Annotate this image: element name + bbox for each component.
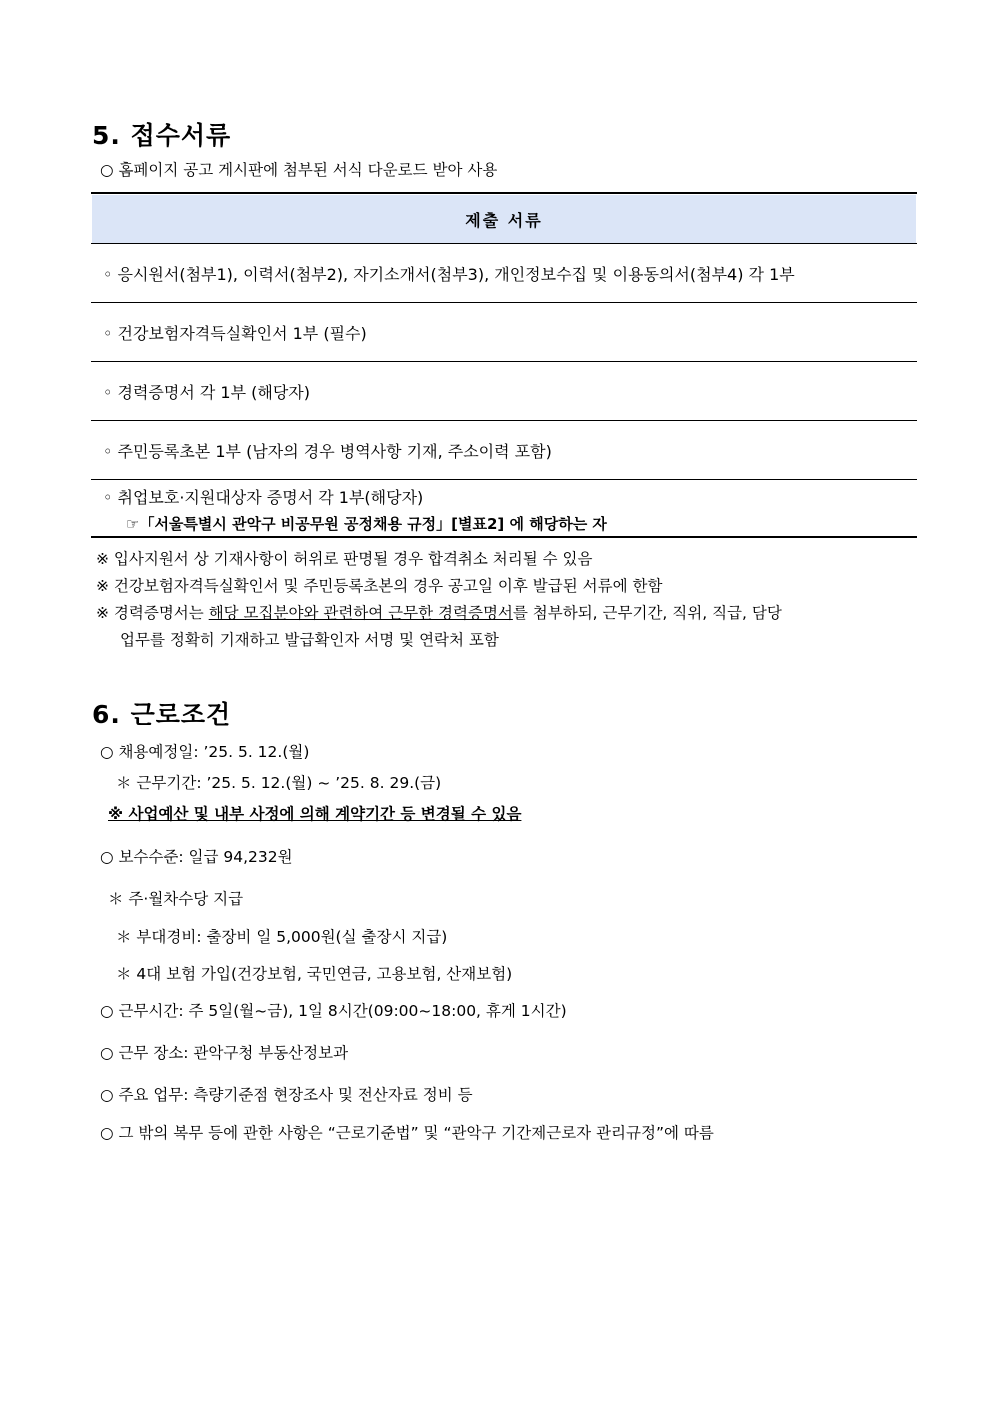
table-divider [91,361,917,362]
table-header: 제출 서류 [92,195,916,243]
table-bottom-rule [91,536,917,538]
table-row: ◦ 응시원서(첨부1), 이력서(첨부2), 자기소개서(첨부3), 개인정보수집 및 이용동의서(첨부4) 각 1부 [103,265,795,284]
table-row: ◦ 경력증명서 각 1부 (해당자) [103,383,311,402]
table-divider [91,243,917,244]
table-row: ◦ 주민등록초본 1부 (남자의 경우 병역사항 기재, 주소이력 포함) [103,442,552,461]
condition-subitem: ＊ 근무기간: ’25. 5. 12.(월) ~ ’25. 8. 29.(금) [116,774,442,792]
section6-title: 6. 근로조건 [92,700,232,729]
condition-warning: ※ 사업예산 및 내부 사정에 의해 계약기간 등 변경될 수 있음 [108,805,522,823]
note-text: 를 첨부하되, 근무기간, 직위, 직급, 담당 [512,604,782,622]
table-top-rule [91,192,917,194]
table-row: ◦ 취업보호·지원대상자 증명서 각 1부(해당자) [103,488,424,507]
note-item [96,601,782,623]
note-item: ※ 입사지원서 상 기재사항이 허위로 판명될 경우 합격취소 처리될 수 있음 [96,550,593,568]
condition-item: ○ 보수수준: 일급 94,232원 [100,848,293,866]
table-divider [91,479,917,480]
condition-item: ○ 그 밖의 복무 등에 관한 사항은 “근로기준법” 및 “관악구 기간제근로자 관리규정”에 따름 [100,1124,714,1142]
section5-intro: ○ 홈페이지 공고 게시판에 첨부된 서식 다운로드 받아 사용 [100,161,498,179]
section5-title: 5. 접수서류 [92,121,232,150]
condition-subitem: ＊ 부대경비: 출장비 일 5,000원(실 출장시 지급) [116,928,448,946]
condition-item: ○ 근무 장소: 관악구청 부동산정보과 [100,1044,349,1062]
table-row-subnote: ☞「서울특별시 관악구 비공무원 공정채용 규정」[별표2] 에 해당하는 자 [126,515,607,533]
condition-item: ○ 근무시간: 주 5일(월~금), 1일 8시간(09:00~18:00, 휴게 1시간) [100,1002,567,1020]
table-divider [91,420,917,421]
condition-subitem: ＊ 주·월차수당 지급 [108,890,244,908]
note-continuation: 업무를 정확히 기재하고 발급확인자 서명 및 연락처 포함 [120,631,499,649]
note-underlined-text: 해당 모집분야와 관련하여 근무한 경력증명서 [208,604,513,622]
note-item: ※ 건강보험자격득실확인서 및 주민등록초본의 경우 공고일 이후 발급된 서류에 한함 [96,577,663,595]
condition-subitem: ＊ 4대 보험 가입(건강보험, 국민연금, 고용보험, 산재보험) [116,965,513,983]
condition-item: ○ 주요 업무: 측량기준점 현장조사 및 전산자료 정비 등 [100,1086,473,1104]
note-text: ※ 경력증명서는 [96,604,209,622]
condition-item: ○ 채용예정일: ’25. 5. 12.(월) [100,743,310,761]
table-row: ◦ 건강보험자격득실확인서 1부 (필수) [103,324,367,343]
table-divider [91,302,917,303]
